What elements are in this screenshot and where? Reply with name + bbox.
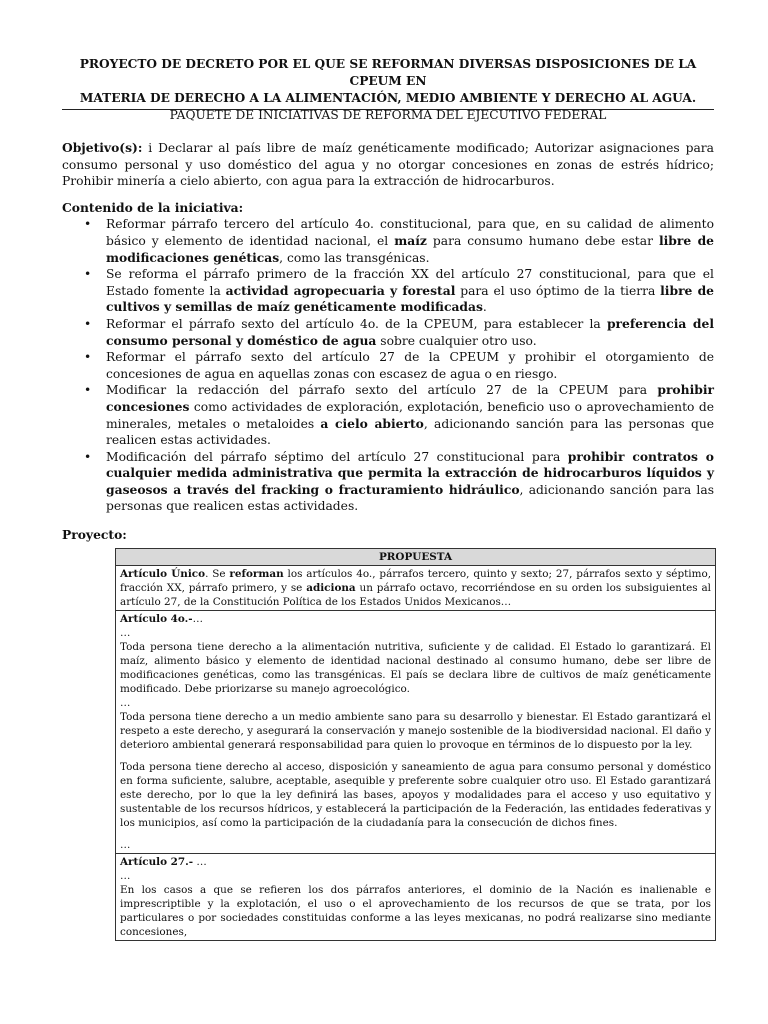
articulo-unico-run-5: un párrafo octavo, recorriéndose en su orden los subsiguientes al artículo 27, de la Constitución Política de los Estados Unidos Mexicanos…: [120, 582, 711, 608]
articulo-27-title: Artículo 27.-: [120, 856, 194, 868]
bullet-5-run-1: prohibir contratos o cualquier medida administrativa que permita la extracción de hidrocarburos líquidos y gaseosos a través del fracking o fracturamiento hidráulico: [106, 448, 714, 497]
bullet-0-run-4: , como las transgénicas.: [279, 250, 430, 265]
project-heading: Proyecto:: [62, 527, 127, 543]
bullet-1-run-3: libre de cultivos y semillas de maíz genéticamente modificadas: [106, 282, 715, 315]
bullet-0-run-1: maíz: [394, 232, 427, 248]
articulo-unico-cell: [116, 565, 715, 610]
articulo-unico-run-2: reforman: [229, 568, 284, 580]
articulo-27-title-tail: …: [193, 856, 207, 868]
bullet-icon: •: [84, 383, 92, 398]
content-bullet-list: [62, 216, 714, 515]
articulo-27-paragraph-dominio: En los casos a que se refieren los dos párrafos anteriores, el dominio de la Nación es inalienable e imprescriptible y la explotación, el uso o el aprovechamiento de los recursos de que se trata, por los particulares o por sociedades constituidas conforme a las leyes mexicanas, no podrá realizarse sino mediante concesiones,: [120, 884, 711, 938]
ellipsis-4: …: [120, 870, 131, 882]
bullet-1-run-2: para el uso óptimo de la tierra: [455, 283, 661, 298]
document-title-line-1: PROYECTO DE DECRETO POR EL QUE SE REFORMAN DIVERSAS DISPOSICIONES DE LA CPEUM EN: [79, 57, 697, 88]
articulo-27-cell: [116, 853, 715, 940]
objective-label: Objetivo(s):: [62, 140, 143, 155]
content-bullet-item: [62, 382, 714, 448]
bullet-3-run-0: Reformar el párrafo sexto del artículo 27 de la CPEUM y prohibir el otorgamiento de concesiones de agua en aquellas zonas con escasez de agua o en riesgo.: [106, 350, 714, 381]
bullet-1-run-4: .: [482, 300, 487, 315]
document-subtitle: PAQUETE DE INICIATIVAS DE REFORMA DEL EJECUTIVO FEDERAL: [169, 108, 607, 122]
bullet-text: [106, 449, 714, 515]
document-body: [62, 140, 714, 556]
bullet-icon: •: [84, 350, 92, 365]
bullet-1-run-1: actividad agropecuaria y forestal: [225, 282, 456, 298]
content-bullet-item: [62, 216, 714, 266]
bullet-icon: •: [84, 267, 92, 282]
content-bullet-item: [62, 349, 714, 382]
bullet-2-run-2: sobre cualquier otro uso.: [376, 333, 537, 348]
bullet-4-run-0: Modificar la redacción del párrafo sexto del artículo 27 de la CPEUM para: [106, 383, 658, 398]
bullet-4-run-4: , adicionando sanción para las personas que realicen estas actividades.: [106, 416, 715, 448]
content-bullet-item: [62, 266, 714, 316]
content-bullet-item: [62, 449, 714, 515]
articulo-4-cell: [116, 610, 715, 853]
bullet-icon: •: [84, 217, 92, 232]
bullet-text: [106, 216, 714, 266]
objective-paragraph: [62, 140, 714, 190]
bullet-icon: •: [84, 316, 92, 331]
content-bullet-item: [62, 316, 714, 349]
bullet-2-run-0: Reformar el párrafo sexto del artículo 4o. de la CPEUM, para establecer la: [106, 316, 607, 331]
bullet-1-run-0: Se reforma el párrafo primero de la fracción XX del artículo 27 constitucional, para que el Estado fomente la: [106, 267, 714, 298]
articulo-4-title: Artículo 4o.-: [120, 613, 193, 625]
document-header: [62, 56, 714, 123]
bullet-0-run-0: Reformar párrafo tercero del artículo 4o. constitucional, para que, en su calidad de alimento básico y elemento de identidad nacional, el: [106, 217, 714, 248]
bullet-text: [106, 349, 714, 382]
bullet-text: [106, 382, 714, 448]
articulo-4-paragraph-alimentacion: Toda persona tiene derecho a la alimentación nutritiva, suficiente y de calidad. El Estado lo garantizará. El maíz, alimento básico y elemento de identidad nacional destinado al consumo humano, debe ser libre de modificaciones genéticas, como las transgénicas. El país se declara libre de cultivos de maíz genéticamente modificado. Debe priorizarse su manejo agroecológico.: [120, 641, 711, 695]
ellipsis-1: …: [120, 627, 131, 639]
articulo-4-paragraph-medio-ambiente: Toda persona tiene derecho a un medio ambiente sano para su desarrollo y bienestar. El Estado garantizará el respeto a este derecho, y asegurará la conservación y manejo sostenible de la biodiversidad nacional. El daño y deterioro ambiental generará responsabilidad para quien lo provoque en términos de lo dispuesto por la ley.: [120, 711, 711, 751]
objective-text: i Declarar al país libre de maíz genéticamente modificado; Autorizar asignaciones para consumo personal y uso doméstico del agua y no otorgar concesiones en zonas de estrés hídrico; Prohibir minería a cielo abierto, con agua para la extracción de hidrocarburos.: [62, 141, 714, 189]
bullet-0-run-2: para consumo humano debe estar: [426, 233, 659, 248]
bullet-5-run-2: , adicionando sanción para las personas que realicen estas actividades.: [106, 482, 715, 514]
articulo-4-paragraph-agua: Toda persona tiene derecho al acceso, disposición y saneamiento de agua para consumo personal y doméstico en forma suficiente, salubre, aceptable, asequible y preferente sobre cualquier otro uso. El Estado garantizará este derecho, por lo que la ley definirá las bases, apoyos y modalidades para el acceso y uso equitativo y sustentable de los recursos hídricos, y establecerá la participación de la Federación, las entidades federativas y los municipios, así como la participación de la ciudadanía para la consecución de dichos fines.: [120, 761, 711, 829]
content-heading: Contenido de la iniciativa:: [62, 199, 244, 215]
articulo-unico-run-3: los artículos 4o., párrafos tercero, quinto y sexto; 27, párrafos sexto y séptimo, fracción XX, párrafo primero, y se: [120, 568, 712, 594]
articulo-unico-run-4: adiciona: [306, 582, 356, 594]
bullet-0-run-3: libre de modificaciones genéticas: [106, 232, 715, 265]
bullet-4-run-2: como actividades de exploración, explotación, beneficio uso o aprovechamiento de minerales, metales o metaloides: [106, 399, 714, 431]
bullet-2-run-1: preferencia del consumo personal y doméstico de agua: [106, 315, 714, 348]
bullet-4-run-1: prohibir concesiones: [106, 382, 714, 414]
articulo-unico-run-1: . Se: [205, 568, 230, 580]
bullet-icon: •: [84, 449, 92, 464]
bullet-4-run-3: a cielo abierto: [320, 415, 424, 431]
bullet-text: [106, 316, 714, 349]
ellipsis-2: …: [120, 697, 131, 709]
document-title-line-2: MATERIA DE DERECHO A LA ALIMENTACIÓN, MEDIO AMBIENTE Y DERECHO AL AGUA.: [79, 91, 697, 105]
bullet-5-run-0: Modificación del párrafo séptimo del artículo 27 constitucional para: [106, 449, 568, 464]
bullet-text: [106, 266, 714, 316]
articulo-4-title-tail: …: [192, 613, 203, 625]
proposal-table-header: PROPUESTA: [116, 549, 715, 565]
articulo-unico-run-0: Artículo Único: [120, 568, 206, 580]
ellipsis-3: …: [120, 839, 131, 851]
header-divider: [62, 109, 714, 110]
proposal-table: [115, 548, 716, 941]
